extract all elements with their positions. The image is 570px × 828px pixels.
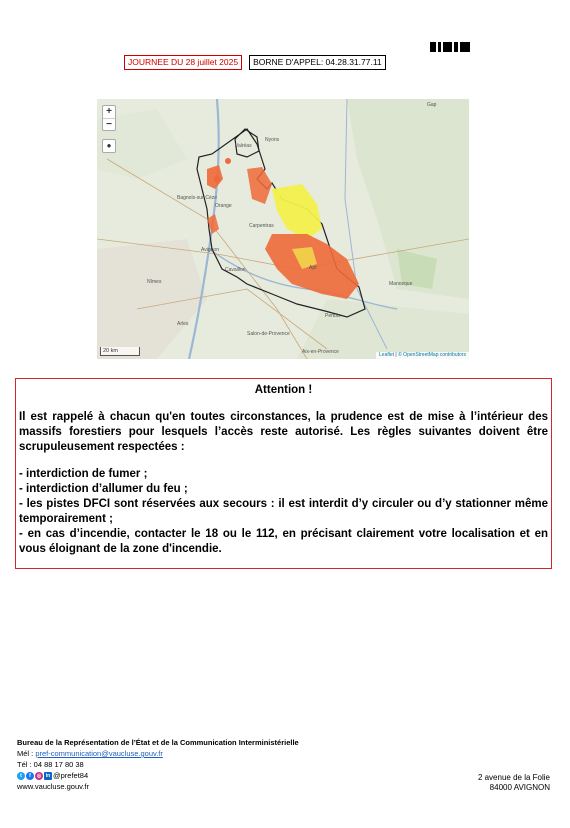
map-canvas — [97, 99, 469, 359]
instagram-icon[interactable]: ◎ — [36, 772, 42, 779]
map-label-orange: Orange — [215, 203, 232, 209]
footer-website[interactable]: www.vaucluse.gouv.fr — [17, 782, 89, 791]
map-label-manosque: Manosque — [389, 281, 413, 287]
attention-notice — [15, 378, 552, 569]
attention-rules — [19, 467, 548, 557]
map-label-nimes: Nîmes — [147, 279, 162, 285]
zoom-out-button[interactable]: − — [103, 118, 115, 130]
address-line-1: 2 avenue de la Folie — [477, 773, 550, 782]
footer-contact — [17, 737, 299, 792]
map-scale: 20 km — [100, 347, 140, 356]
map-attribution: Leaflet | © OpenStreetMap contributors — [376, 352, 469, 359]
map-label-salon: Salon-de-Provence — [247, 331, 290, 337]
map-label-carpentras: Carpentras — [249, 223, 274, 229]
twitter-icon[interactable]: t — [17, 772, 25, 780]
postal-address — [478, 773, 550, 793]
map-label-arles: Arles — [177, 321, 189, 327]
date-badge: JOURNEE DU 28 juillet 2025 — [124, 55, 242, 70]
footer-tel: Tél : 04 88 17 80 38 — [17, 760, 84, 769]
facebook-icon[interactable]: f — [26, 772, 34, 780]
map-label-nyons: Nyons — [265, 137, 280, 143]
linkedin-icon[interactable]: in — [45, 772, 51, 779]
attention-intro: Il est rappelé à chacun qu'en toutes circonstances, la prudence est de mise à l’intérieur des massifs forestiers pour lesquels l’accès reste autorisé. Les règles suivantes doivent être scrupuleusement respectées : — [19, 411, 548, 453]
address-line-2: 84000 AVIGNON — [489, 783, 550, 792]
rule-item: - en cas d’incendie, contacter le 18 ou le 112, en précisant clairement votre localisation et en vous éloignant de la zone d'incendie. — [19, 528, 548, 555]
map-label-aix: Aix-en-Provence — [302, 349, 339, 355]
map-label-apt: Apt — [309, 265, 317, 271]
zoom-in-button[interactable]: + — [106, 106, 112, 117]
rule-item: - interdiction de fumer ; — [19, 468, 148, 480]
social-links — [17, 770, 299, 781]
mail-label: Mél : — [17, 749, 36, 758]
header-logo-mark — [430, 42, 470, 52]
phone-badge: BORNE D'APPEL: 04.28.31.77.11 — [249, 55, 386, 70]
map-label-pertuis: Pertuis — [325, 313, 341, 319]
footer-org: Bureau de la Représentation de l’État et de la Communication Interministérielle — [17, 738, 299, 747]
header-info — [124, 55, 386, 70]
leaflet-link[interactable]: Leaflet — [379, 352, 395, 358]
map-label-gap: Gap — [427, 102, 437, 108]
attention-title: Attention ! — [254, 384, 313, 396]
map-label-avignon: Avignon — [201, 247, 219, 253]
mail-link[interactable]: pref-communication@vaucluse.gouv.fr — [35, 749, 163, 758]
fire-risk-map[interactable] — [97, 99, 469, 359]
map-label-valreas: Valréas — [235, 143, 252, 149]
social-handle: @prefet84 — [53, 771, 89, 780]
map-label-cavaillon: Cavaillon — [225, 267, 246, 273]
locate-icon[interactable]: ● — [102, 139, 116, 153]
zoom-control — [102, 105, 116, 131]
rule-item: - interdiction d’allumer du feu ; — [19, 483, 188, 495]
map-label-bagnols: Bagnols-sur-Cèze — [177, 195, 218, 201]
rule-item: - les pistes DFCI sont réservées aux secours : il est interdit d’y circuler ou d’y stationner même temporairement ; — [19, 498, 548, 525]
footer-mail — [17, 748, 299, 759]
osm-link[interactable]: © OpenStreetMap contributors — [398, 352, 466, 358]
